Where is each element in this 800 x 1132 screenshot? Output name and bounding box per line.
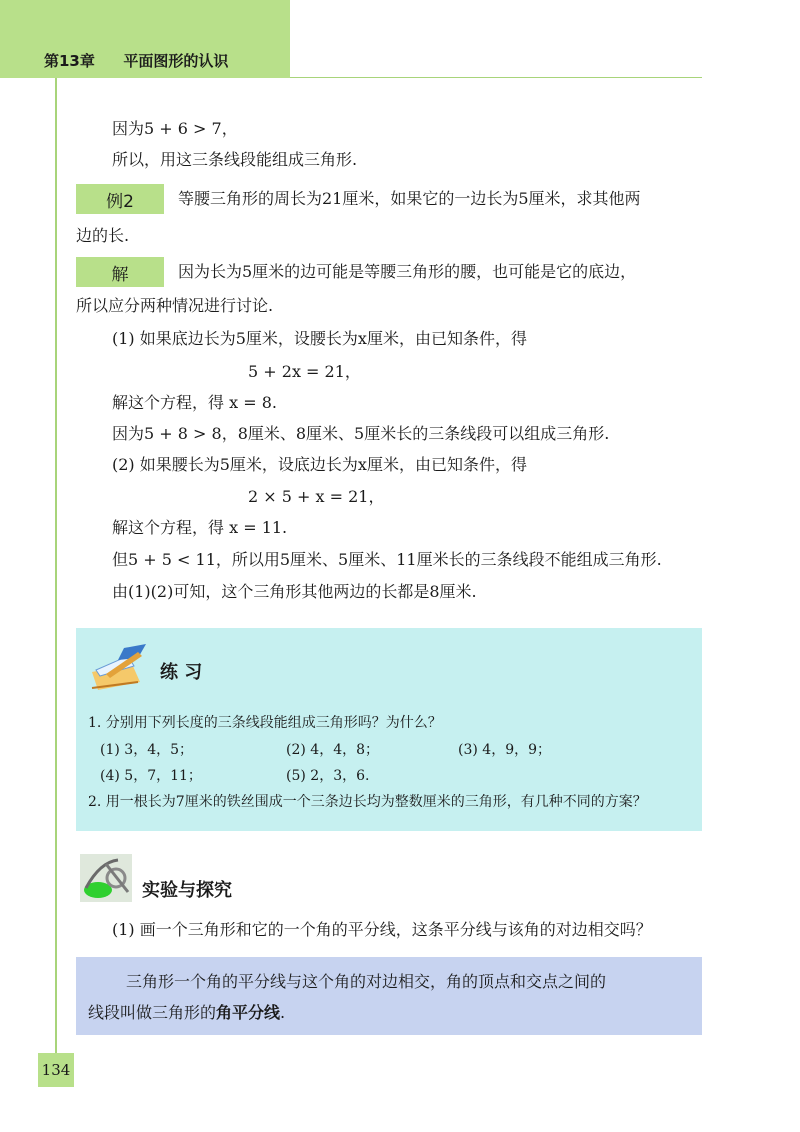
experiment-tools-icon xyxy=(78,852,134,904)
definition-end: . xyxy=(280,1003,286,1022)
case2-solve: 解这个方程，得 x = 11. xyxy=(112,518,288,537)
case2-statement: (2) 如果腰长为5厘米，设底边长为x厘米，由已知条件，得 xyxy=(112,455,527,474)
margin-line xyxy=(55,78,57,1053)
option-3: (3) 4，9，9； xyxy=(458,742,552,758)
exercise-question-2: 2. 用一根长为7厘米的铁丝围成一个三条边长均为整数厘米的三角形，有几种不同的方案？ xyxy=(88,794,647,810)
option-2: (2) 4，4，8； xyxy=(286,742,380,758)
conclusion-line: 由(1)(2)可知，这个三角形其他两边的长都是8厘米. xyxy=(112,582,477,601)
exercise-box xyxy=(76,628,702,831)
case1-equation: 5 + 2x = 21， xyxy=(248,362,361,381)
case1-solve: 解这个方程，得 x = 8. xyxy=(112,393,277,412)
exercise-question-1: 1. 分别用下列长度的三条线段能组成三角形吗？为什么？ xyxy=(88,715,442,731)
solution-tag: 解 xyxy=(76,257,164,287)
example-line-2: 边的长. xyxy=(76,226,130,245)
option-4: (4) 5，7，11； xyxy=(100,768,202,784)
solution-line-1: 因为长为5厘米的边可能是等腰三角形的腰，也可能是它的底边， xyxy=(178,262,637,281)
case2-check: 但5 + 5 < 11，所以用5厘米、5厘米、11厘米长的三条线段不能组成三角形. xyxy=(112,550,662,569)
explore-title: 实验与探究 xyxy=(142,880,232,901)
intro-line-2: 所以，用这三条线段能组成三角形. xyxy=(112,150,358,169)
definition-line-2 xyxy=(88,1003,285,1023)
page-number: 134 xyxy=(38,1053,74,1087)
option-5: (5) 2，3，6. xyxy=(286,768,370,784)
definition-text: 线段叫做三角形的 xyxy=(88,1003,217,1022)
header-divider xyxy=(290,77,702,78)
definition-line-1: 三角形一个角的平分线与这个角的对边相交，角的顶点和交点之间的 xyxy=(126,972,607,991)
chapter-number: 第13章 xyxy=(44,52,95,70)
intro-line-1: 因为5 + 6 > 7， xyxy=(112,119,238,138)
case1-check: 因为5 + 8 > 8，8厘米、8厘米、5厘米长的三条线段可以组成三角形. xyxy=(112,424,610,443)
chapter-header-band xyxy=(0,0,290,78)
chapter-title xyxy=(44,50,228,71)
exercise-title: 练 习 xyxy=(160,662,203,683)
case1-statement: (1) 如果底边长为5厘米，设腰长为x厘米，由已知条件，得 xyxy=(112,329,527,348)
option-1: (1) 3，4，5； xyxy=(100,742,194,758)
explore-question: (1) 画一个三角形和它的一个角的平分线，这条平分线与该角的对边相交吗？ xyxy=(112,920,652,939)
pencil-paper-icon xyxy=(88,642,152,694)
definition-term: 角平分线 xyxy=(216,1003,281,1022)
chapter-name: 平面图形的认识 xyxy=(123,52,229,70)
definition-box xyxy=(76,957,702,1035)
case2-equation: 2 × 5 + x = 21， xyxy=(248,487,385,506)
example-tag: 例2 xyxy=(76,184,164,214)
example-line-1: 等腰三角形的周长为21厘米，如果它的一边长为5厘米，求其他两 xyxy=(178,189,641,208)
solution-line-2: 所以应分两种情况进行讨论. xyxy=(76,296,274,315)
